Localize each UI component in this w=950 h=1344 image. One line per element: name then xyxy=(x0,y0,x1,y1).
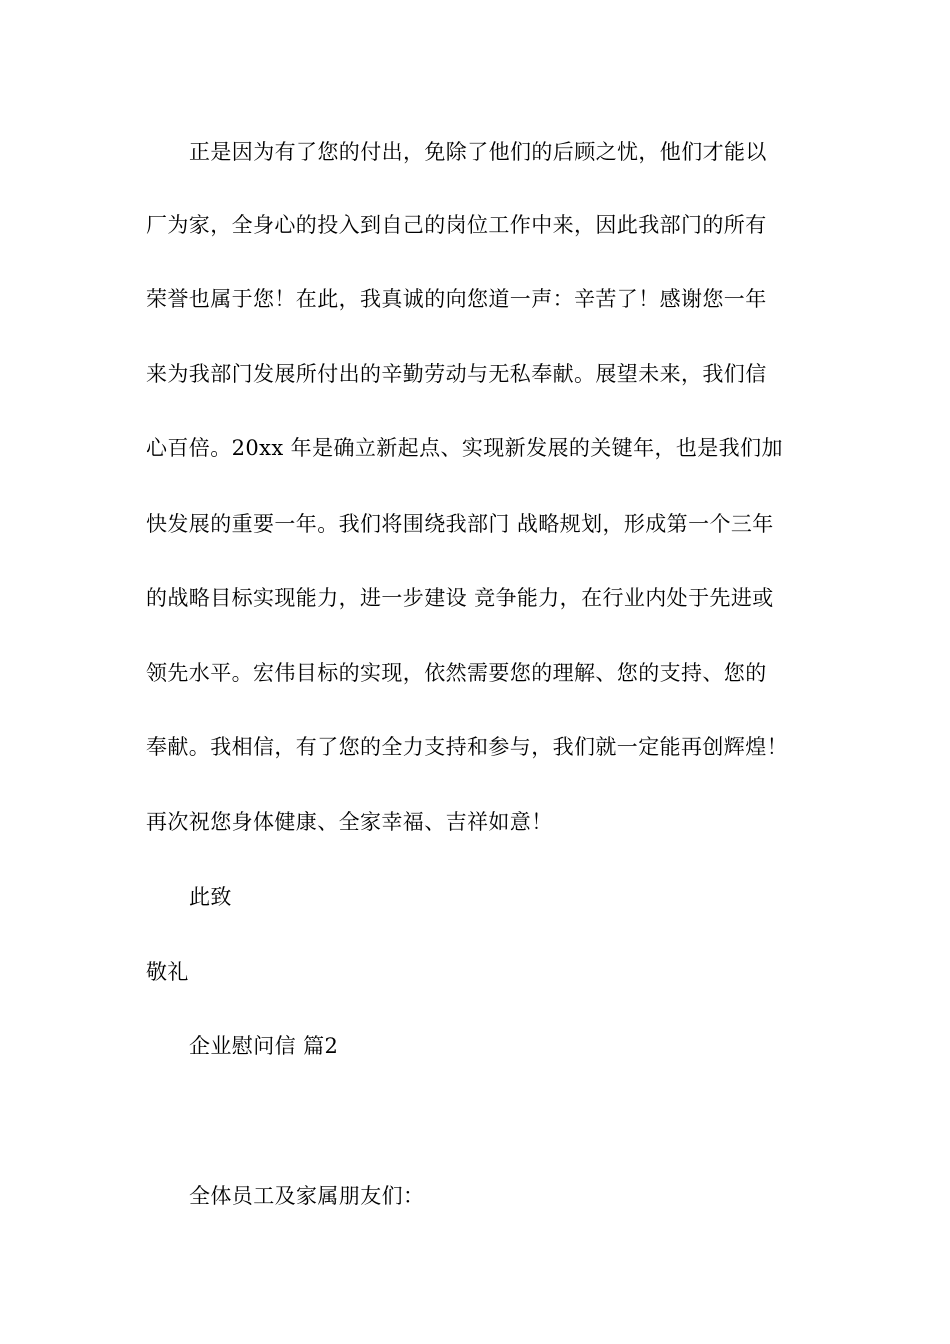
paragraph-line-7: 的战略目标实现能力，进一步建设 竞争能力，在行业内处于先进或 xyxy=(146,586,774,610)
paragraph-line-1: 正是因为有了您的付出，免除了他们的后顾之忧，他们才能以 xyxy=(189,140,767,164)
greeting-text: 全体员工及家属朋友们： xyxy=(189,1184,425,1208)
paragraph-line-4: 来为我部门发展所付出的辛勤劳动与无私奉献。展望未来，我们信 xyxy=(146,362,767,386)
closing-text: 此致 xyxy=(189,885,232,909)
paragraph-line-10: 再次祝您身体健康、全家幸福、吉祥如意！ xyxy=(146,810,553,834)
paragraph-line-5: 心百倍。20xx 年是确立新起点、实现新发展的关键年，也是我们加 xyxy=(146,436,783,460)
paragraph-line-6: 快发展的重要一年。我们将围绕我部门 战略规划，形成第一个三年 xyxy=(146,512,774,536)
section-title: 企业慰问信 篇2 xyxy=(189,1034,339,1058)
paragraph-line-3: 荣誉也属于您！在此，我真诚的向您道一声：辛苦了！感谢您一年 xyxy=(146,287,767,311)
paragraph-line-2: 厂为家，全身心的投入到自己的岗位工作中来，因此我部门的所有 xyxy=(146,213,767,237)
salutation-text: 敬礼 xyxy=(146,960,189,984)
paragraph-line-8: 领先水平。宏伟目标的实现，依然需要您的理解、您的支持、您的 xyxy=(146,661,767,685)
paragraph-line-9: 奉献。我相信，有了您的全力支持和参与，我们就一定能再创辉煌！ xyxy=(146,735,788,759)
